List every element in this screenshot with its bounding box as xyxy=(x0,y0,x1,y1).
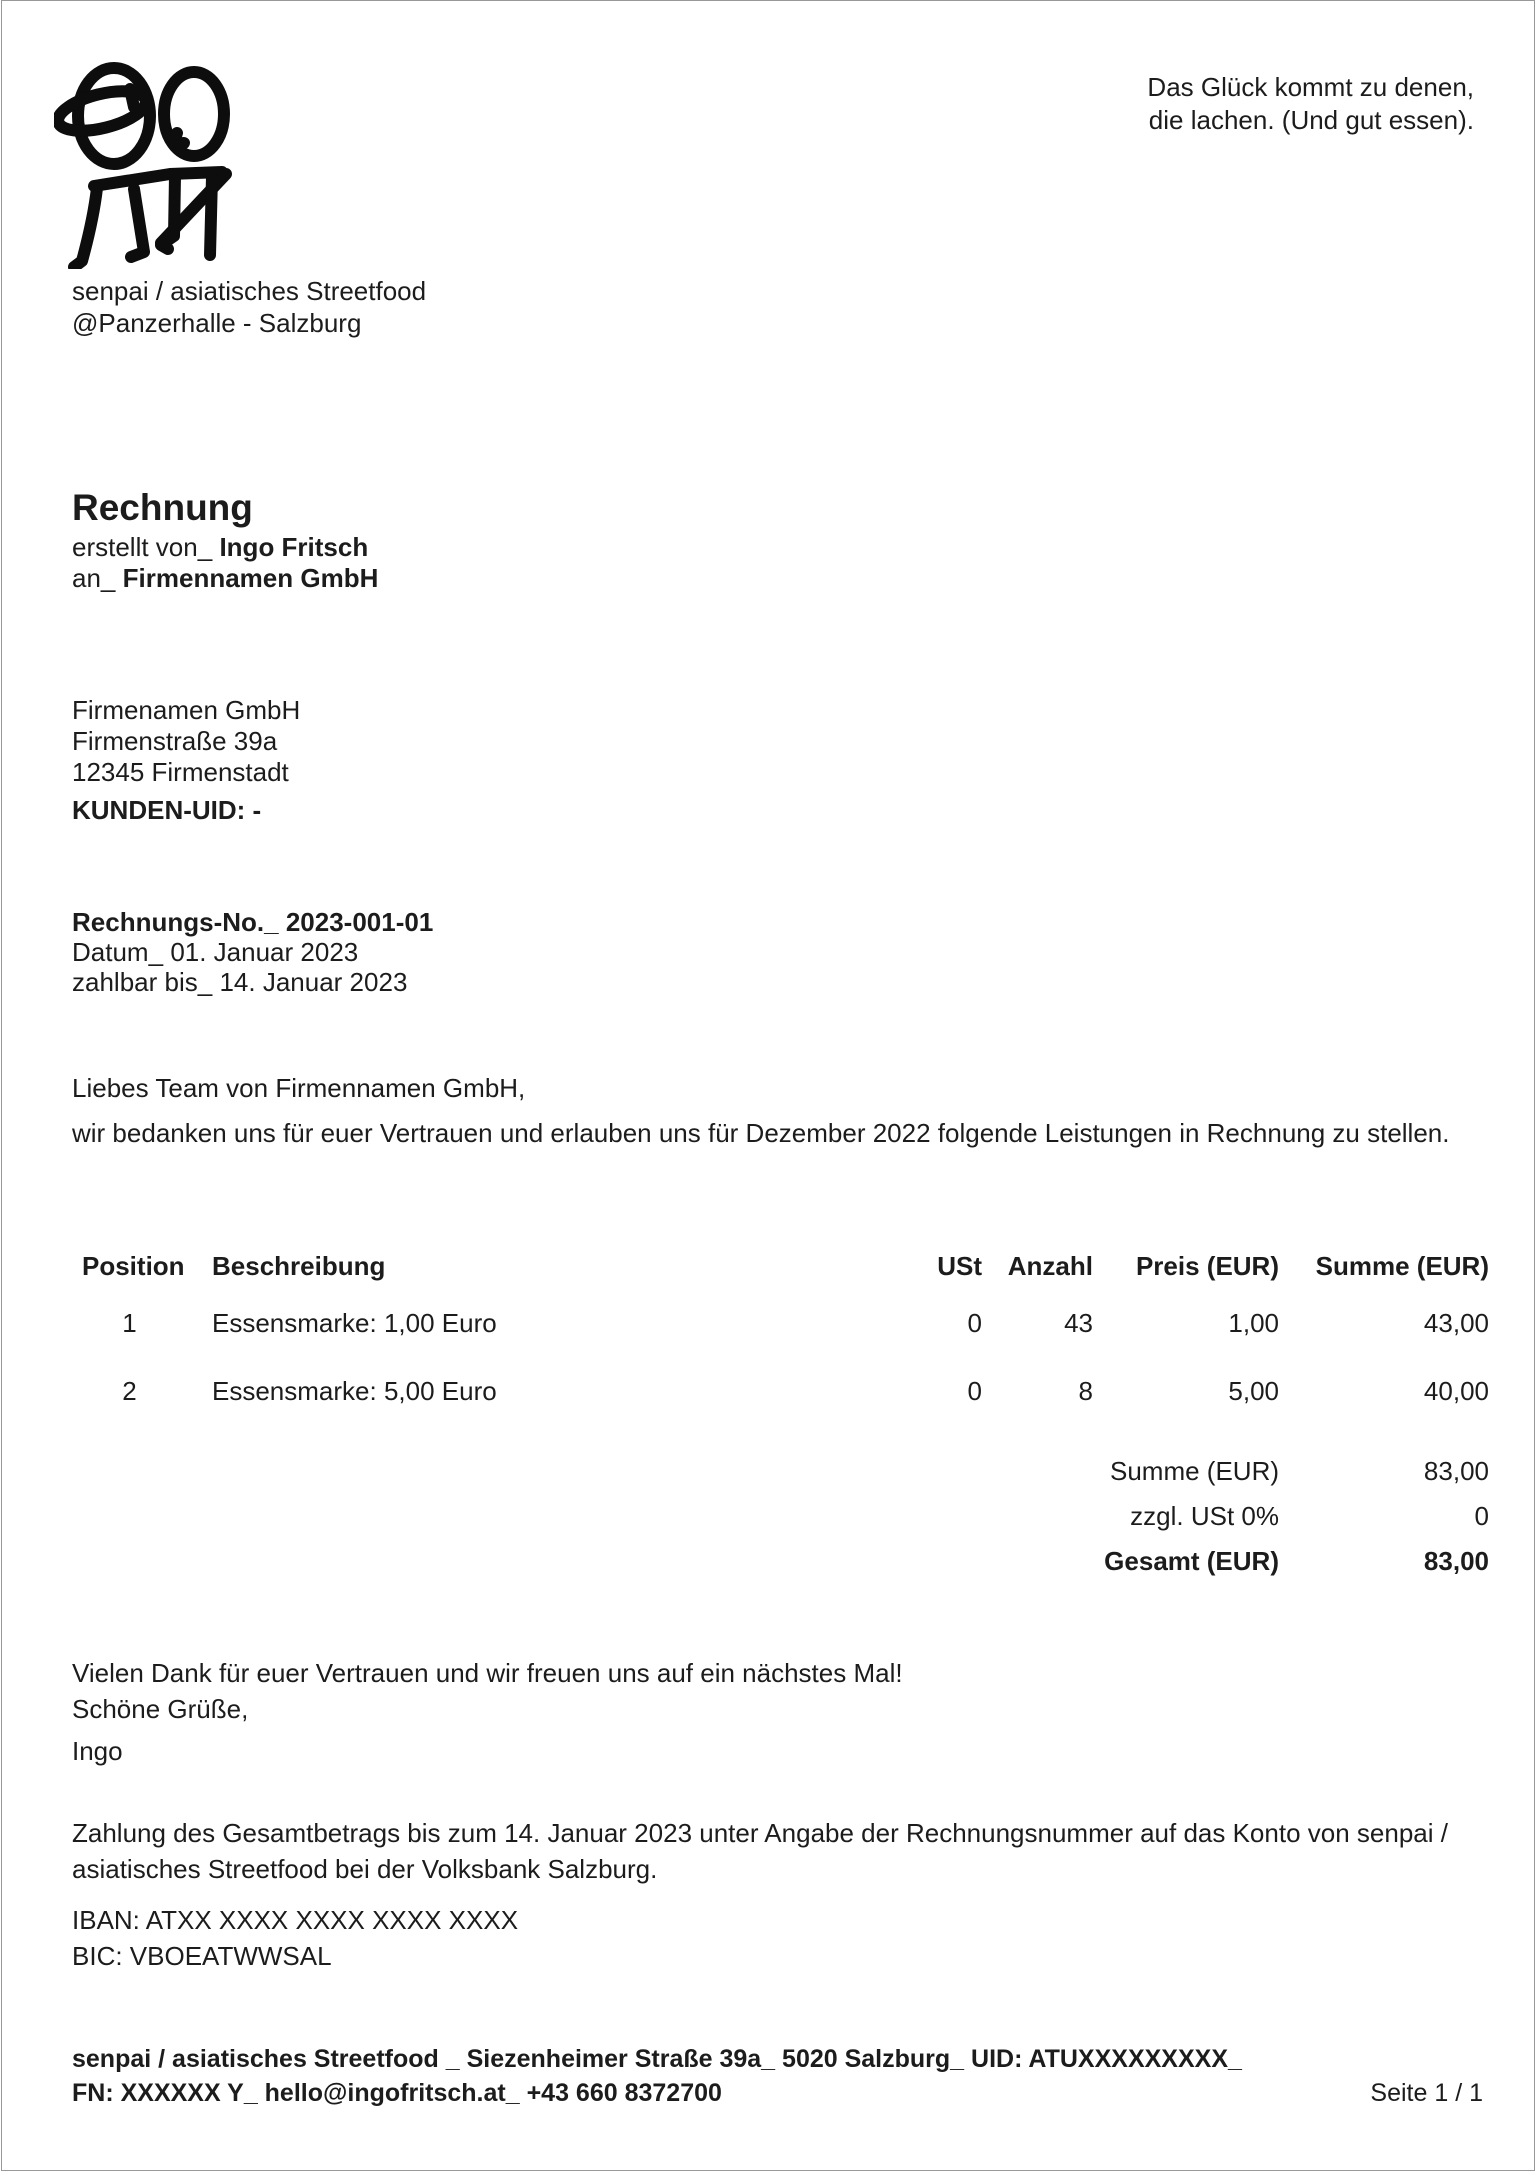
bic-line: BIC: VBOEATWWSAL xyxy=(72,1941,332,1971)
logo-left-leg xyxy=(74,188,97,267)
subtotal-value: 83,00 xyxy=(1423,1456,1489,1486)
cell-ust: 0 xyxy=(967,1376,982,1406)
cell-ust: 0 xyxy=(967,1308,982,1338)
col-header-position: Position xyxy=(82,1251,185,1281)
cell-summe: 43,00 xyxy=(1423,1308,1489,1338)
invoice-date-label: Datum_ xyxy=(72,937,164,967)
recipient-street: Firmenstraße 39a xyxy=(72,726,278,756)
billed-to-label: an_ xyxy=(72,563,116,593)
logo-table-top xyxy=(94,172,222,186)
invoice-page xyxy=(1,0,1535,2171)
cell-anzahl: 8 xyxy=(1078,1376,1093,1406)
brand-location: @Panzerhalle - Salzburg xyxy=(72,308,362,338)
payment-instructions: Zahlung des Gesamtbetrags bis zum 14. Januar 2023 unter Angabe der Rechnungsnummer auf das Konto von senpai / asiatisches Streetfood bei der Volksbank Salzburg. xyxy=(72,1818,1448,1884)
invoice-due-line xyxy=(72,967,433,997)
title-block xyxy=(72,488,378,594)
billed-to-value: Firmennamen GmbH xyxy=(122,563,379,593)
thanks-line: Vielen Dank für euer Vertrauen und wir freuen uns auf ein nächstes Mal! xyxy=(72,1658,903,1688)
recipient-name: Firmenamen GmbH xyxy=(72,695,301,725)
invoice-date-line xyxy=(72,937,433,967)
tagline xyxy=(1147,71,1474,137)
salutation: Liebes Team von Firmennamen GmbH, xyxy=(72,1073,526,1103)
cell-summe: 40,00 xyxy=(1423,1376,1489,1406)
subtotal-label: Summe (EUR) xyxy=(1109,1456,1279,1486)
page-indicator: Seite 1 / 1 xyxy=(1370,2079,1483,2107)
billed-to-line xyxy=(72,563,378,594)
col-header-anzahl: Anzahl xyxy=(1007,1251,1093,1281)
recipient-kunden-uid: KUNDEN-UID: - xyxy=(72,795,262,825)
invoice-meta-block xyxy=(72,907,433,997)
grand-total-row xyxy=(82,1545,1489,1577)
closing-block xyxy=(72,1657,903,1767)
cell-anzahl: 43 xyxy=(1064,1308,1093,1338)
col-header-summe: Summe (EUR) xyxy=(1315,1251,1489,1281)
cell-description: Essensmarke: 1,00 Euro xyxy=(212,1308,497,1338)
table-row xyxy=(82,1307,1489,1339)
col-header-preis: Preis (EUR) xyxy=(1135,1251,1279,1281)
totals-block xyxy=(82,1455,1489,1590)
line-items-table xyxy=(82,1250,1489,1407)
table-header-row xyxy=(82,1250,1489,1282)
created-by-value: Ingo Fritsch xyxy=(219,532,369,562)
invoice-due-value: 14. Januar 2023 xyxy=(219,967,408,997)
bank-details-block xyxy=(72,1902,518,1974)
footer-company-info xyxy=(72,2042,1372,2110)
brand-name: senpai / asiatisches Streetfood xyxy=(72,276,427,306)
invoice-due-label: zahlbar bis_ xyxy=(72,967,213,997)
regards-line: Schöne Grüße, xyxy=(72,1694,249,1724)
cell-preis: 5,00 xyxy=(1228,1376,1279,1406)
col-header-ust: USt xyxy=(937,1251,982,1281)
created-by-line xyxy=(72,532,378,563)
logo-hat-band xyxy=(130,89,134,107)
tagline-line2: die lachen. (Und gut essen). xyxy=(1148,105,1474,135)
cell-description: Essensmarke: 5,00 Euro xyxy=(212,1376,497,1406)
logo-right-leg xyxy=(210,177,212,255)
cell-position: 1 xyxy=(122,1308,137,1338)
invoice-number-value: 2023-001-01 xyxy=(285,907,434,937)
subtotal-row xyxy=(82,1455,1489,1487)
invoice-date-value: 01. Januar 2023 xyxy=(170,937,359,967)
vat-label: zzgl. USt 0% xyxy=(1130,1501,1279,1531)
table-row xyxy=(82,1375,1489,1407)
invoice-number-line xyxy=(72,907,433,937)
invoice-number-label: Rechnungs-No._ xyxy=(72,907,279,937)
col-header-beschreibung: Beschreibung xyxy=(212,1251,386,1281)
footer-line2: FN: XXXXXX Y_ hello@ingofritsch.at_ +43 660 8372700 xyxy=(72,2079,722,2107)
recipient-city: 12345 Firmenstadt xyxy=(72,757,289,787)
logo-middle-leg xyxy=(131,189,144,257)
document-title: Rechnung xyxy=(72,487,253,528)
vat-row xyxy=(82,1500,1489,1532)
senpai-doodle-logo-icon xyxy=(54,49,234,269)
iban-line: IBAN: ATXX XXXX XXXX XXXX XXXX xyxy=(72,1905,519,1935)
brand-block xyxy=(72,275,426,339)
signature-name: Ingo xyxy=(72,1736,123,1766)
grand-total-value: 83,00 xyxy=(1423,1546,1489,1576)
cell-position: 2 xyxy=(122,1376,137,1406)
cell-preis: 1,00 xyxy=(1228,1308,1279,1338)
intro-paragraph: wir bedanken uns für euer Vertrauen und erlauben uns für Dezember 2022 folgende Leistungen in Rechnung zu stellen. xyxy=(72,1118,1450,1148)
footer-line1: senpai / asiatisches Streetfood _ Siezenheimer Straße 39a_ 5020 Salzburg_ UID: ATUXXXXXXXXX_ xyxy=(72,2045,1242,2073)
grand-total-label: Gesamt (EUR) xyxy=(1104,1546,1279,1576)
logo-chin xyxy=(176,133,184,143)
recipient-address-block xyxy=(72,695,300,826)
created-by-label: erstellt von_ xyxy=(72,532,213,562)
tagline-line1: Das Glück kommt zu denen, xyxy=(1147,72,1474,102)
vat-value: 0 xyxy=(1474,1501,1489,1531)
